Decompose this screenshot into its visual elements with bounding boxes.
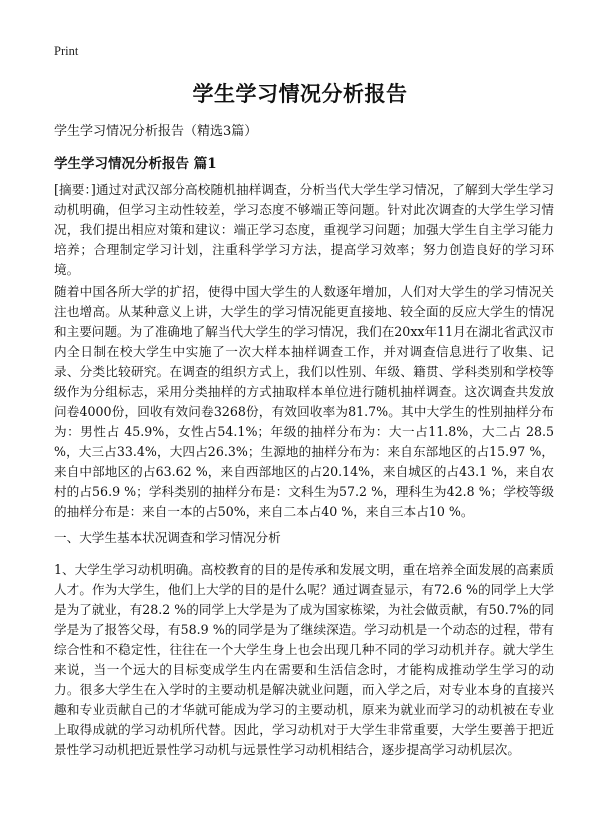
section-heading: 学生学习情况分析报告 篇1: [54, 156, 217, 172]
subsection-heading: 一、大学生基本状况调查和学习情况分析: [54, 530, 281, 545]
survey-paragraph: 随着中国各所大学的扩招，使得中国大学生的人数逐年增加，人们对大学生的学习情况关注也增高。从某种意义上讲，大学生的学习情况能更直接地、较全面的反应大学生的情况和主要问题。为了准确地了解当代大学生的学习情况，我们在20xx年11月在湖北省武汉市内全日制在校大学生中实施了一次大样本抽样调查工作，并对调查信息进行了收集、记录、分类比较研究。在调查的组织方式上，我们以性别、年级、籍贯、学科类别和学校等级作为分组标志，采用分类抽样的方式抽取样本单位进行随机抽样调查。这次调查共发放问卷4000份，回收有效问卷3268份，有效回收率为81.7%。其中大学生的性别抽样分布为：男性占 45.9%，女性占54.1%；年级的抽样分布为：大一占11.8%，大二占 28.5 %，大三占33.4%，大四占26.3%；生源地的抽样分布为：来自东部地区的占15.97 %，来自中部地区的占63.62 %，来自西部地区的占20.14%，来自城区的占43.1 %，来自农村的占56.9 %；学科类别的抽样分布是：文科生为57.2 %，理科生为42.8 %；学校等级的抽样分布是：来自一本的占50%，来自二本占40 %，来自三本占10 %。: [54, 284, 554, 519]
page-title: 学生学习情况分析报告: [192, 81, 408, 106]
document-subtitle: 学生学习情况分析报告（精选3篇）: [54, 124, 258, 139]
motivation-paragraph: 1、大学生学习动机明确。高校教育的目的是传承和发展文明，重在培养全面发展的高素质人才。作为大学生，他们上大学的目的是什么呢？通过调查显示，有72.6 %的同学上大学是为了就业，有28.2 %的同学上大学是为了成为国家栋梁，为社会做贡献，有50.7%的同学是为了报答父母，有58.9 %的同学是为了继续深造。学习动机是一个动态的过程，带有综合性和不稳定性，往往在一个大学生身上也会出现几种不同的学习动机并存。就大学生来说，当一个远大的目标变成学生内在需要和生活信念时，才能构成推动学生学习的动力。很多大学生在入学时的主要动机是解决就业问题，而入学之后，对专业本身的直接兴趣和专业贡献自己的才华就可能成为学习的主要动机，原来为就业而学习的动机被在专业上取得成就的学习动机所代替。因此，学习动机对于大学生非常重要，大学生要善于把近景性学习动机把近景性学习动机与远景性学习动机相结合，逐步提高学习动机层次。: [54, 562, 554, 757]
abstract-paragraph: [摘要：]通过对武汉部分高校随机抽样调查，分析当代大学生学习情况，了解到大学生学习动机明确，但学习主动性较差，学习态度不够端正等问题。针对此次调查的大学生学习情况，我们提出相应对策和建议：端正学习态度，重视学习问题；加强大学生自主学习能力培养；合理制定学习计划，注重科学学习方法，提高学习效率；努力创造良好的学习环境。: [54, 182, 554, 277]
print-link[interactable]: Print: [54, 44, 79, 58]
